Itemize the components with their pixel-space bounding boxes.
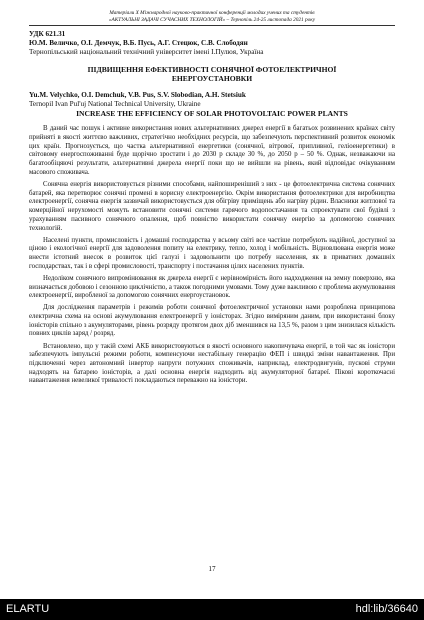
udc-code: УДК 621.31 [29,30,66,39]
header-line-1: Матеріали Х Міжнародної науково-практичної конференції молодих учених та студентів [109,10,315,16]
repository-footer-bar [0,599,424,620]
title-ua-line-1: ПІДВИЩЕННЯ ЕФЕКТИВНОСТІ СОНЯЧНОЇ ФОТОЕЛЕКТРИЧНОЇ [87,64,337,74]
paragraph: Встановлено, що у такій схемі АКБ використовуються в якості основного накопичувача енергії, в той час як іоністори забезпечують імпульсні режими роботи, компенсуючи нестабільну генерацію ФЕП і швидкі зміни навантаження. При підключенні через автономний інвертор напруги потужних споживачів, наприклад, електродвигунів, пускові струми надходять на батарею іоністорів, а далі основна енергія надходить від акумуляторної батареї. Пікові короткочасні навантаження невеликої тривалості покладаються переважно на іоністори. [29,342,395,385]
paragraph: В даний час пошук і активне використання нових альтернативних джерел енергії в багатьох розвинених країнах світу прийняті в якості життєво важливих, стратегічно необхідних ресурсів, що забезпечують перспективний розвиток економік цих країн. Прогнозується, що частка альтернативної енергетики (сонячної, вітрової, припливної, геліоенергетики) в світовому енергоспоживанні буде щорічно зростати і до 2030 р складе 30 %, до 2050 р – 50 %. Однак, незважаючи на багатообіцяючі результати, альтернативні джерела енергії поки що не вийшли на рівень, який відповідає очікуванням масового споживача. [29,125,395,176]
header-line-2: «АКТУАЛЬНІ ЗАДАЧІ СУЧАСНИХ ТЕХНОЛОГІЙ» – Тернопіль 24-25 листопада 2021 року [108,16,316,23]
title-ua [29,65,395,83]
paragraph: Сонячна енергія використовується різними способами, найпоширеніший з них - це фотоелектрична система сонячних батарей, яка перетворює сонячні промені в корисну електроенергію. Окрім використання фотоелектрики для виробництва електроенергії, сонячна енергія зазвичай використовується для обігріву приміщень або нагріву рідин. Власники житлової та комерційної нерухомості можуть встановити сонячні системи гарячого водопостачання та спроектувати свої будівлі з урахуванням пасивного сонячного опалення, щоб повністю використати сонячну енергію за допомогою сонячних технологій. [29,180,395,232]
affiliation-en: Ternopil Ivan Pul'uj National Technical University, Ukraine [29,99,201,108]
paragraph: Населені пункти, промисловість і домашні господарства у всьому світі все частіше потребують надійної, доступної за ціною і екологічної енергії для задоволення попиту на електрику, тепло, холод і мобільність. Відновлювана енергія може внести істотний внесок в розвиток цієї галузі і задовольнити цю потребу населення, як в приватних домашніх господарствах, так і в сфері промисловості, транспорту і постачання цілих населених пунктів. [29,236,395,270]
page-number: 17 [208,565,216,573]
repository-name: ELARTU [6,603,50,615]
authors-en: Yu.M. Velychko, O.I. Demchuk, V.B. Pus, S.V. Slobodian, A.H. Stetsiuk [29,90,246,99]
paragraph: Для дослідження параметрів і режимів роботи сонячної фотоелектричної установки нами розроблена принципова електрична схема на основі акумулювання електроенергії у іоністорах. Згідно виміряним даним, при використанні блоку іоністорів спільно з акумуляторами, рівень розряду протягом двох діб зменшився на 13,5 %, разом з цим знизилася кількість повних циклів заряд / розряд. [29,304,395,338]
conference-header [29,10,395,26]
title-en: INCREASE THE EFFICIENCY OF SOLAR PHOTOVOLTAIC POWER PLANTS [76,109,348,119]
authors-ua: Ю.М. Величко, О.І. Демчук, В.Б. Пусь, А.Г. Стецюк, С.В. Слободян [29,39,248,48]
handle-identifier: hdl:lib/36640 [355,603,418,615]
paragraph: Недоліком сонячного випромінювання як джерела енергії є нерівномірність його надходження на земну поверхню, яка визначається добовою і сезонною циклічністю, а також погодними умовами. Тому дуже важливою є проблема акумулювання електроенергії, виробленої за допомогою сонячних енергоустановок. [29,274,395,300]
title-ua-line-2: ЕНЕРГОУСТАНОВКИ [171,73,253,83]
page-content [29,10,395,389]
article-body [29,125,395,386]
affiliation-ua: Тернопільський національний технічний університет імені І.Пулюя, Україна [29,47,264,56]
